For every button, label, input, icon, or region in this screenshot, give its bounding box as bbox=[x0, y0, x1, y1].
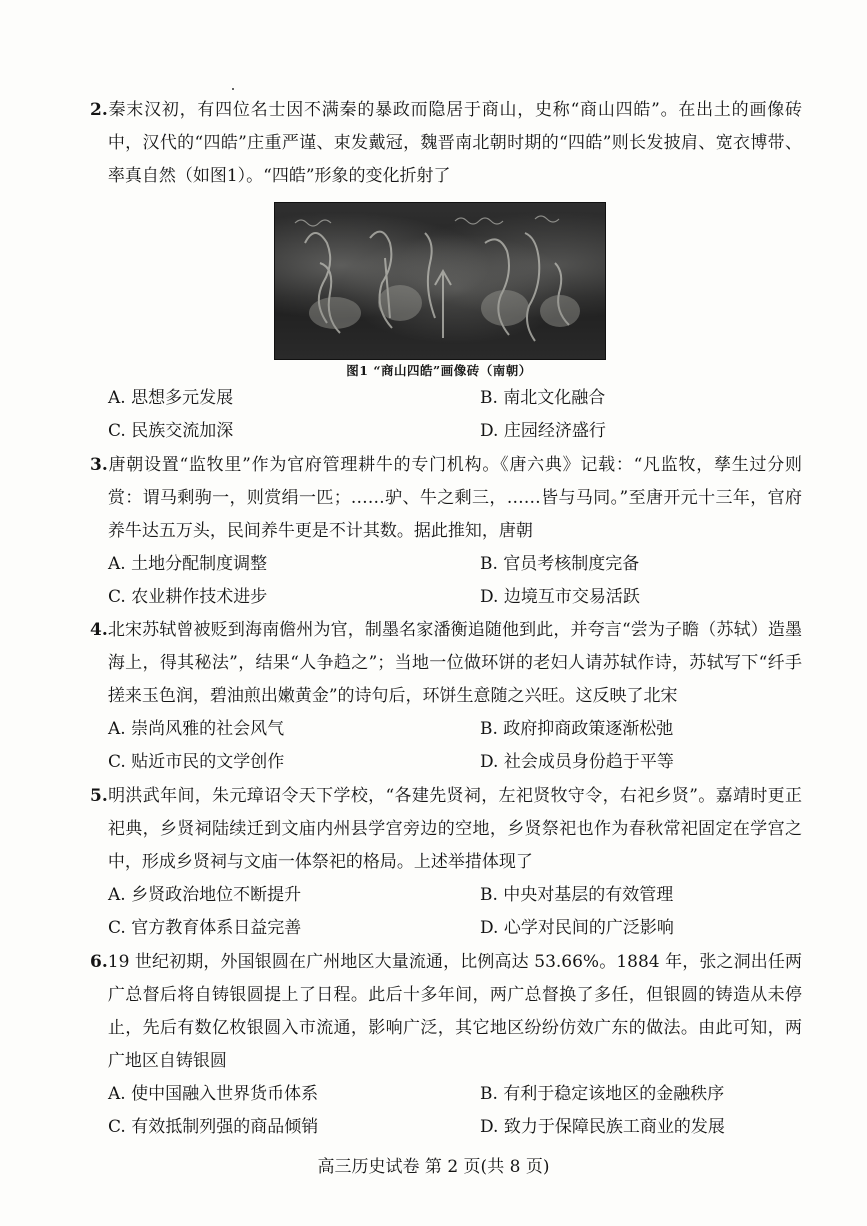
brick-relief-image bbox=[274, 202, 606, 360]
option-a: A. 土地分配制度调整 bbox=[108, 554, 268, 574]
option-d: D. 庄园经济盛行 bbox=[480, 421, 606, 441]
options-grid bbox=[90, 713, 802, 779]
question-stem bbox=[90, 614, 802, 713]
question-stem bbox=[90, 449, 802, 548]
option-d: D. 边境互市交易活跃 bbox=[480, 587, 640, 607]
question-stem bbox=[90, 946, 802, 1078]
option-b: B. 政府抑商政策逐渐松弛 bbox=[480, 719, 674, 739]
relief-figures bbox=[275, 203, 605, 359]
question-text: 19 世纪初期，外国银圆在广州地区大量流通，比例高达 53.66%。1884 年，张之洞出任两广总督后将自铸银圆提上了日程。此后十多年间，两广总督换了多任，但银圆的铸造从未停止，先后有数亿枚银圆入市流通，影响广泛，其它地区纷纷仿效广东的做法。由此可知，两广地区自铸银圆 bbox=[107, 952, 802, 1071]
figure-caption: 图1 “商山四皓”画像砖（南朝） bbox=[346, 363, 532, 378]
question-2-options bbox=[90, 382, 802, 448]
option-c: C. 贴近市民的文学创作 bbox=[108, 752, 285, 772]
options-grid bbox=[90, 382, 802, 448]
question-number: 4. bbox=[90, 620, 108, 640]
question-number: 2. bbox=[90, 100, 108, 120]
question-number: 5. bbox=[90, 786, 108, 806]
option-b: B. 南北文化融合 bbox=[480, 388, 606, 408]
question-4 bbox=[90, 614, 802, 779]
option-c: C. 官方教育体系日益完善 bbox=[108, 918, 302, 938]
question-stem bbox=[90, 94, 802, 193]
question-number: 3. bbox=[90, 455, 108, 475]
option-b: B. 有利于稳定该地区的金融秩序 bbox=[480, 1084, 725, 1104]
question-2 bbox=[90, 94, 802, 193]
option-b: B. 中央对基层的有效管理 bbox=[480, 885, 674, 905]
question-stem bbox=[90, 780, 802, 879]
question-3 bbox=[90, 449, 802, 614]
option-c: C. 民族交流加深 bbox=[108, 421, 234, 441]
option-d: D. 社会成员身份趋于平等 bbox=[480, 752, 674, 772]
question-5 bbox=[90, 780, 802, 945]
option-a: A. 思想多元发展 bbox=[108, 388, 234, 408]
option-a: A. 崇尚风雅的社会风气 bbox=[108, 719, 285, 739]
option-d: D. 致力于保障民族工商业的发展 bbox=[480, 1117, 725, 1137]
question-number: 6. bbox=[90, 952, 108, 972]
page-footer: 高三历史试卷 第 2 页(共 8 页) bbox=[317, 1157, 550, 1177]
question-text: 明洪武年间，朱元璋诏令天下学校，“各建先贤祠，左祀贤牧守令，右祀乡贤”。嘉靖时更正祀典，乡贤祠陆续迁到文庙内州县学宫旁边的空地，乡贤祭祀也作为春秋常祀固定在学宫之中，形成乡贤祠与文庙一体祭祀的格局。上述举措体现了 bbox=[107, 786, 802, 872]
options-grid bbox=[90, 1078, 802, 1144]
option-a: A. 乡贤政治地位不断提升 bbox=[108, 885, 302, 905]
option-b: B. 官员考核制度完备 bbox=[480, 554, 640, 574]
option-d: D. 心学对民间的广泛影响 bbox=[480, 918, 674, 938]
question-6 bbox=[90, 946, 802, 1144]
option-c: C. 有效抵制列强的商品倾销 bbox=[108, 1117, 319, 1137]
option-a: A. 使中国融入世界货币体系 bbox=[108, 1084, 319, 1104]
options-grid bbox=[90, 879, 802, 945]
question-text: 秦末汉初，有四位名士因不满秦的暴政而隐居于商山，史称“商山四皓”。在出土的画像砖中，汉代的“四皓”庄重严谨、束发戴冠，魏晋南北朝时期的“四皓”则长发披肩、宽衣博带、率真自然（如图1）。“四皓”形象的变化折射了 bbox=[107, 100, 802, 186]
option-c: C. 农业耕作技术进步 bbox=[108, 587, 268, 607]
question-text: 唐朝设置“监牧里”作为官府管理耕牛的专门机构。《唐六典》记载：“凡监牧，孳生过分则赏：谓马剩驹一，则赏绢一匹；……驴、牛之剩三，……皆与马同。”至唐开元十三年，官府养牛达五万头，民间养牛更是不计其数。据此推知，唐朝 bbox=[107, 455, 802, 541]
options-grid bbox=[90, 548, 802, 614]
scan-speck bbox=[232, 88, 234, 90]
question-text: 北宋苏轼曾被贬到海南儋州为官，制墨名家潘衡追随他到此，并夸言“尝为子瞻（苏轼）造墨海上，得其秘法”，结果“人争趋之”；当地一位做环饼的老妇人请苏轼作诗，苏轼写下“纤手搓来玉色润，碧油煎出嫩黄金”的诗句后，环饼生意随之兴旺。这反映了北宋 bbox=[107, 620, 802, 706]
